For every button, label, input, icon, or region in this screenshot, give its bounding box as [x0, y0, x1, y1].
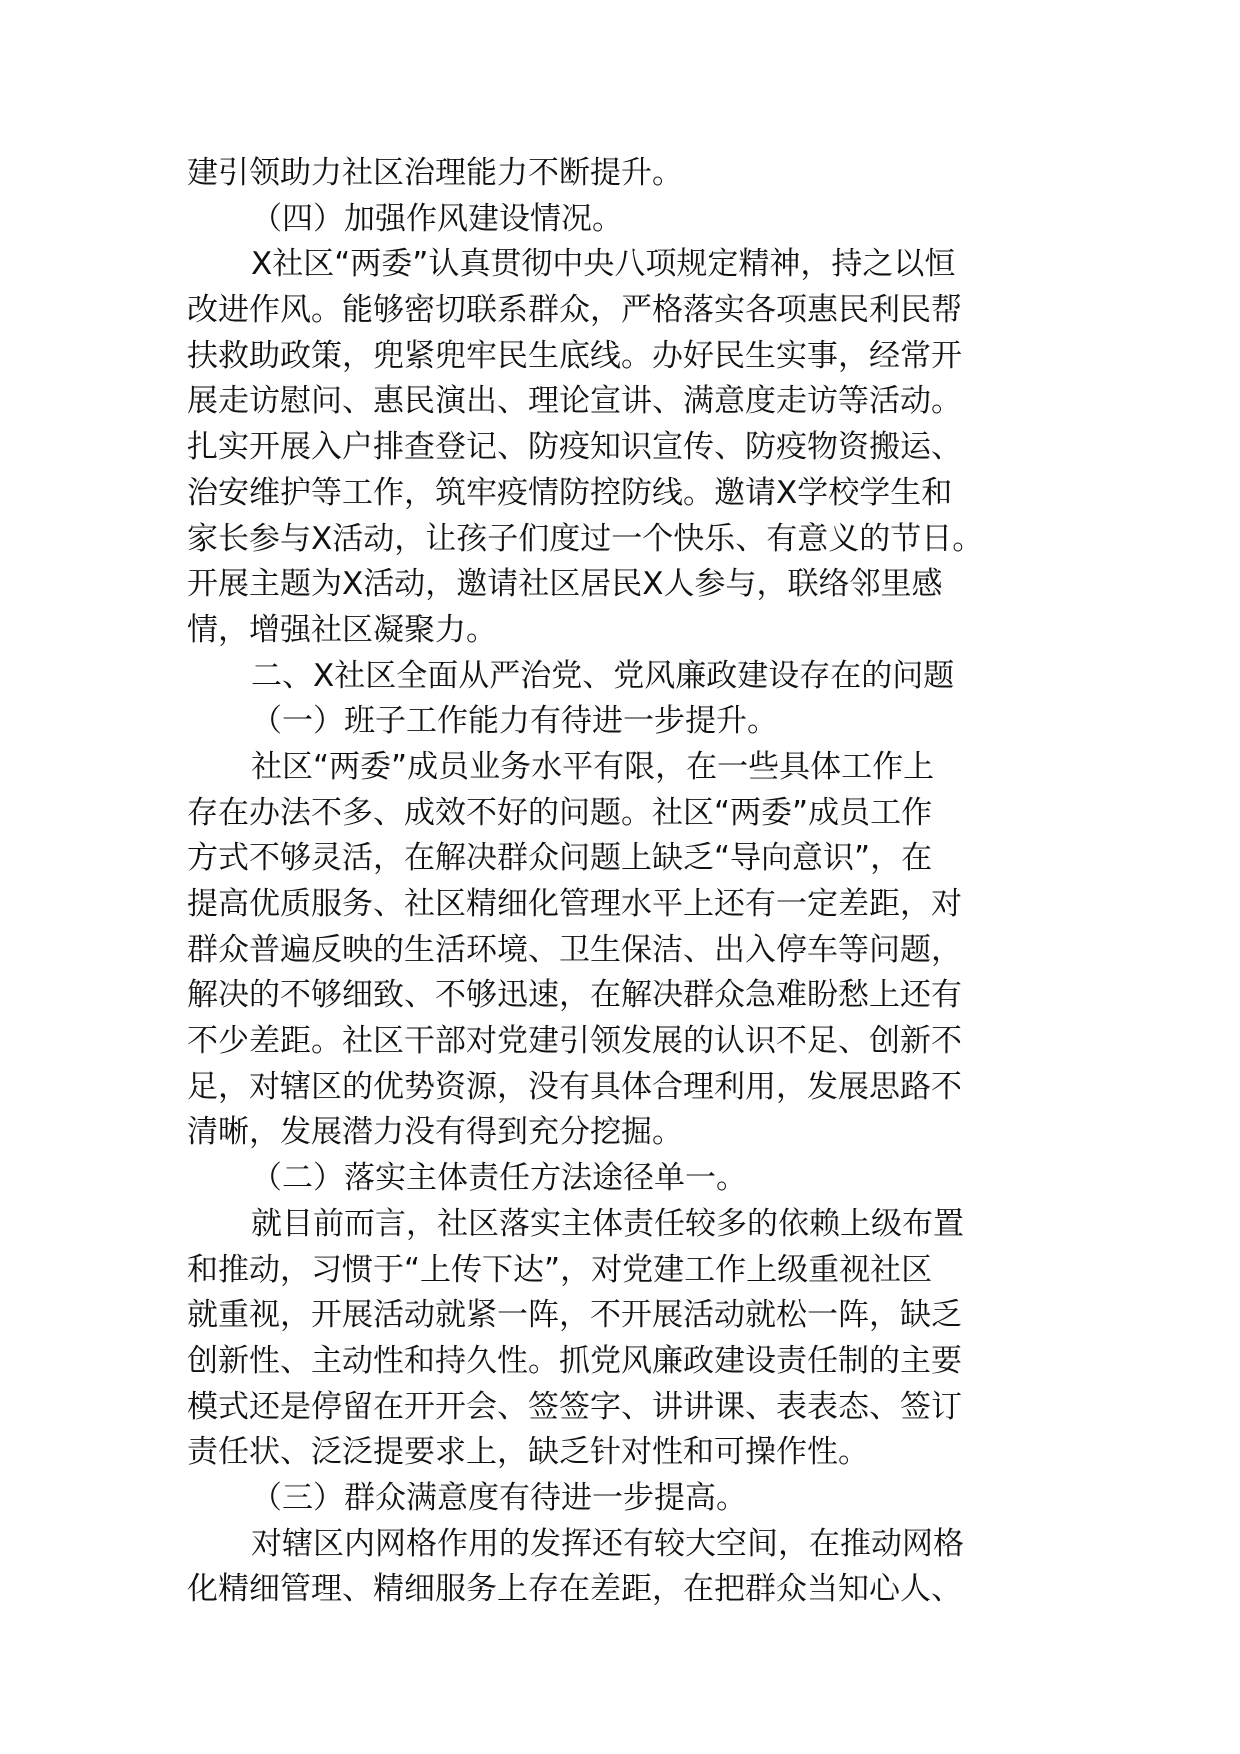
text-line: 责任状、泛泛提要求上，缺乏针对性和可操作性。 [187, 1434, 869, 1471]
text-line: 就目前而言，社区落实主体责任较多的依赖上级布置 [251, 1205, 964, 1242]
body-text [187, 151, 1062, 1613]
text-line: 不少差距。社区干部对党建引领发展的认识不足、创新不 [187, 1023, 962, 1060]
text-line: 扶救助政策，兜紧兜牢民生底线。办好民生实事，经常开 [187, 337, 962, 374]
text-line: 情，增强社区凝聚力。 [187, 611, 497, 648]
text-line: X社区“两委”认真贯彻中央八项规定精神，持之以恒 [251, 246, 956, 283]
section-heading: （二）落实主体责任方法途径单一。 [251, 1160, 747, 1197]
text-line: 群众普遍反映的生活环境、卫生保洁、出入停车等问题， [187, 931, 962, 968]
text-line: 模式还是停留在开开会、签签字、讲讲课、表表态、签订 [187, 1388, 962, 1425]
text-line: 改进作风。能够密切联系群众，严格落实各项惠民利民帮 [187, 292, 962, 329]
section-heading: （四）加强作风建设情况。 [251, 200, 623, 237]
text-line: 提高优质服务、社区精细化管理水平上还有一定差距，对 [187, 886, 962, 922]
section-heading: （一）班子工作能力有待进一步提升。 [251, 703, 778, 740]
text-line: 足，对辖区的优势资源，没有具体合理利用，发展思路不 [187, 1068, 962, 1105]
section-heading: （三）群众满意度有待进一步提高。 [251, 1479, 747, 1516]
text-line: 社区“两委”成员业务水平有限，在一些具体工作上 [251, 748, 935, 785]
text-line: 创新性、主动性和持久性。抓党风廉政建设责任制的主要 [187, 1342, 962, 1379]
text-line: 家长参与X活动，让孩子们度过一个快乐、有意义的节日。 [187, 520, 984, 557]
text-line: 就重视，开展活动就紧一阵，不开展活动就松一阵，缺乏 [187, 1297, 962, 1334]
text-line: 扎实开展入户排查登记、防疫知识宣传、防疫物资搬运、 [187, 429, 962, 466]
text-line: 开展主题为X活动，邀请社区居民X人参与，联络邻里感 [187, 566, 943, 603]
text-line: 方式不够灵活，在解决群众问题上缺乏“导向意识”，在 [187, 840, 933, 877]
section-heading: 二、X社区全面从严治党、党风廉政建设存在的问题 [251, 657, 955, 694]
text-line: 化精细管理、精细服务上存在差距，在把群众当知心人、 [187, 1571, 962, 1608]
text-line: 和推动，习惯于“上传下达”，对党建工作上级重视社区 [187, 1251, 933, 1288]
text-line: 治安维护等工作，筑牢疫情防控防线。邀请X学校学生和 [187, 474, 953, 511]
text-line: 对辖区内网格作用的发挥还有较大空间，在推动网格 [251, 1525, 964, 1562]
text-line: 清晰，发展潜力没有得到充分挖掘。 [187, 1114, 683, 1151]
text-line: 存在办法不多、成效不好的问题。社区“两委”成员工作 [187, 794, 933, 831]
text-line: 解决的不够细致、不够迅速，在解决群众急难盼愁上还有 [187, 977, 962, 1014]
text-line: 建引领助力社区治理能力不断提升。 [187, 155, 683, 191]
text-line: 展走访慰问、惠民演出、理论宣讲、满意度走访等活动。 [187, 383, 962, 420]
